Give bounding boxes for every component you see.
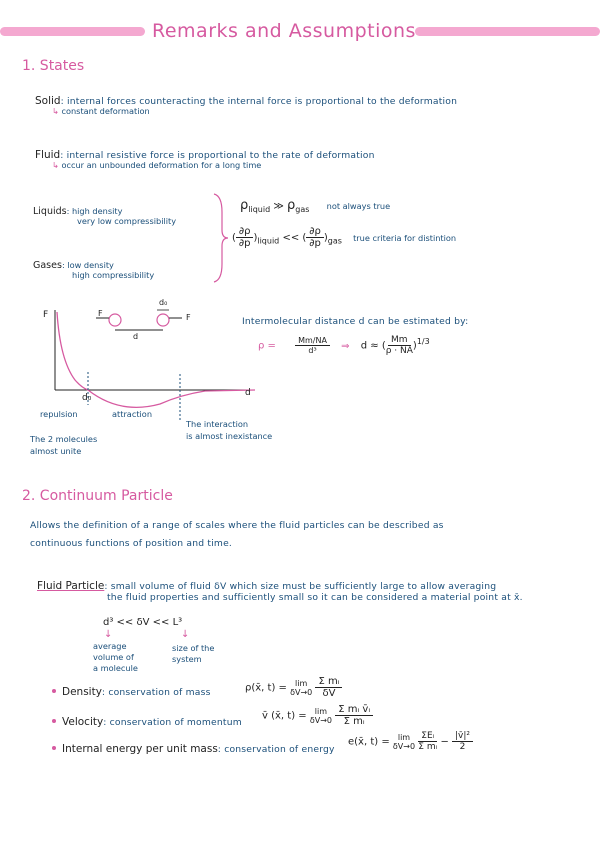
compressibility-relation: ( $\frac{\partial\rho}{\partial p}$ )$_{liquid}$ << ( $\frac{\partial\rho}{\partial p}$ )$_{gas}$ true criteria for distintion bbox=[232, 226, 457, 249]
scale-arrow-left: ↓ bbox=[104, 629, 113, 640]
note-left-1: The 2 molecules bbox=[30, 434, 98, 444]
continuum-intro-1: Allows the definition of a range of scales where the fluid particles can be described as bbox=[30, 520, 444, 531]
scale-under-right: size of the system bbox=[172, 643, 215, 664]
title-highlight-right bbox=[415, 27, 600, 36]
fluid-label: Fluid bbox=[35, 149, 61, 161]
density-line: Density: conservation of mass bbox=[52, 680, 211, 699]
section-heading-states: 1. States bbox=[22, 58, 85, 74]
fluid-text: : internal resistive force is proportional to the rate of deformation bbox=[60, 150, 375, 161]
liquids-line2: very low compressibility bbox=[77, 216, 177, 226]
states-brace bbox=[210, 192, 230, 284]
note-left-2: almost unite bbox=[30, 446, 82, 456]
density-formula: ρ(x̄, t) = lim δV→0 $\frac{\text{Σ mᵢ}}{\delta V}$ bbox=[245, 676, 342, 699]
continuum-intro-2: continuous functions of position and time. bbox=[30, 538, 233, 549]
scale-under-left: average volume of a molecule bbox=[93, 641, 138, 673]
gases-line1: Gases: low density bbox=[33, 260, 114, 271]
fluid-note: ↳ occur an unbounded deformation for a long time bbox=[52, 160, 262, 170]
velocity-line: Velocity: conservation of momentum bbox=[52, 710, 242, 729]
energy-formula: e(x̄, t) = lim δV→0 $\frac{\text{ΣEᵢ}}{\text{Σ mᵢ}}$ − $\frac{\text{|v̄|²}}{2}$ bbox=[348, 731, 473, 752]
interaction-diagram bbox=[30, 300, 270, 420]
diagram-d0-top: d₀ bbox=[159, 298, 168, 307]
diagram-d-mid: d bbox=[133, 332, 139, 341]
fluid-particle-definition-2: the fluid properties and sufficiently small so it can be considered a material point at x̄. bbox=[107, 592, 523, 603]
repulsion-label: repulsion bbox=[40, 409, 78, 419]
page-title: Remarks and Assumptions bbox=[152, 20, 416, 42]
section-heading-continuum: 2. Continuum Particle bbox=[22, 488, 173, 504]
fluid-particle-definition: Fluid Particle: small volume of fluid δV which size must be sufficiently large to allow averaging bbox=[37, 580, 497, 592]
solid-label: Solid bbox=[35, 95, 61, 107]
diagram-f-left: F bbox=[98, 309, 103, 318]
energy-line: Internal energy per unit mass: conservation of energy bbox=[52, 737, 335, 756]
diagram-f-right: F bbox=[186, 313, 191, 322]
note-right-2: is almost inexistance bbox=[186, 431, 273, 441]
diagram-d0-label: d₀ bbox=[82, 393, 92, 403]
density-relation: $\rho_{liquid}$ ≫ $\rho_{gas}$ not always true bbox=[240, 198, 391, 214]
gases-line2: high compressibility bbox=[72, 270, 155, 280]
note-right-1: The interaction bbox=[186, 419, 249, 429]
scale-expression: d³ << δV << L³ bbox=[103, 617, 183, 628]
liquids-line1: Liquids: high density bbox=[33, 206, 123, 217]
diagram-axis-y: F bbox=[43, 310, 49, 320]
intermolecular-text: Intermolecular distance d can be estimated by: bbox=[242, 316, 469, 327]
solid-note: ↳ constant deformation bbox=[52, 106, 150, 116]
velocity-formula: v̄ (x̄, t) = lim δV→0 $\frac{\text{Σ mᵢ v̄ᵢ}}{\text{Σ mᵢ}}$ bbox=[262, 704, 373, 727]
title-highlight-left bbox=[0, 27, 145, 36]
scale-arrow-right: ↓ bbox=[181, 629, 190, 640]
intermolecular-formula: ρ = $\frac{Mm/NA}{\text{d³}}$ ⇒ d ≈ ( $\frac{Mm}{\rho \cdot NA}$ )$^{1/3}$ bbox=[258, 335, 430, 356]
diagram-axis-x: d bbox=[245, 388, 251, 398]
attraction-label: attraction bbox=[112, 409, 153, 419]
solid-text: : internal forces counteracting the internal force is proportional to the deformation bbox=[60, 96, 458, 107]
